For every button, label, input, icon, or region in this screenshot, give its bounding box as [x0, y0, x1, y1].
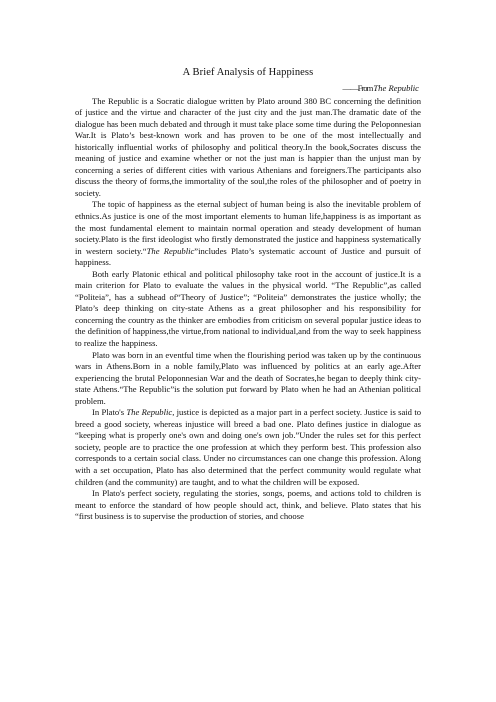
- body-paragraph: [75, 269, 421, 350]
- source-line: [342, 83, 419, 93]
- source-prefix: ——From: [342, 83, 374, 93]
- body-paragraph: [75, 96, 421, 200]
- paragraph-text: Plato was born in an eventful time when the flourishing period was taken up by the continuous wars in Athens.Born in a noble family,Plato was influenced by politics at an early age.After experiencing the brutal Peloponnesian War and the death of Socrates,he began to deeply think city-state Athens.“The Republic”is the solution put forward by Plato when he had an Athenian political problem.: [75, 349, 421, 406]
- body-paragraph: [75, 407, 421, 488]
- paragraph-text: The topic of happiness as the eternal subject of human being is also the inevitable problem of ethnics.As justice is one of the most important elements to human life,happiness is as important as the most fundamental element to maintain normal operation and steady development of human society.Plato is the first ideologist who firstly demonstrated the justice and happiness systematically in western society.“: [75, 199, 421, 256]
- body-paragraph: [75, 199, 421, 268]
- paragraph-text: The Republic is a Socratic dialogue written by Plato around 380 BC concerning the definition of justice and the virtue and character of the just city and the just man.The dramatic date of the dialogue has been much debated and through it must take place some time during the Peloponnesian War.It is Plato’s best-known work and has proven to be one of the most intellectually and historically influential works of philosophy and political theory.In the book,Socrates discuss the meaning of justice and examine whether or not the just man is happier than the unjust man by concerning a series of different cities with various Athenians and foreigners.The participants also discuss the theory of forms,the immortality of the soul,the roles of the philosopher and of poetry in society.: [75, 95, 421, 198]
- italic-text: The Republic: [146, 245, 195, 256]
- paragraph-text: In Plato's perfect society, regulating the stories, songs, poems, and actions told to children is meant to enforce the standard of how people should act, think, and believe. Plato states that his “first business is to supervise the production of stories, and choose: [75, 488, 421, 522]
- body-paragraph: [75, 488, 421, 523]
- italic-text: The Republic: [126, 407, 173, 418]
- source-title: The Republic: [373, 83, 419, 93]
- paragraph-text: , justice is depicted as a major part in a perfect society. Justice is said to breed a good society, whereas injustice will breed a bad one. Plato defines justice in dialogue as “keeping what is properly one's own and doing one's own job.”Under the rules set for this perfect society, people are to practice the one profession at which they perform best. This profession also corresponds to a certain social class. Under no circumstances can one change this profession. Along with a set occupation, Plato has also determined that the perfect community would regulate what children (and the community) are taught, and to what the children will be exposed.: [75, 407, 421, 487]
- paragraph-text: ”includes Plato’s systematic account of Justice and pursuit of happiness.: [75, 245, 421, 268]
- body-paragraph: [75, 350, 421, 408]
- document-body: [75, 96, 421, 523]
- paragraph-text: Both early Platonic ethical and political philosophy take root in the account of justice.It is a main criterion for Plato to evaluate the values in the physical world. “The Republic”,as called “Politeia”, has a subhead of“Theory of Justice”; “Politeia” demonstrates the justice wholly; the Plato’s deep thinking on city-state Athens as a great philosopher and his responsibility for concerning the country as the thinker are embodies from criticism on several popular justice ideas to the definition of happiness,the virtue,from national to individual,and from the way to seek happiness to realize the happiness.: [75, 268, 421, 348]
- document-title: A Brief Analysis of Happiness: [182, 67, 314, 78]
- paragraph-text: In Plato's: [92, 407, 127, 418]
